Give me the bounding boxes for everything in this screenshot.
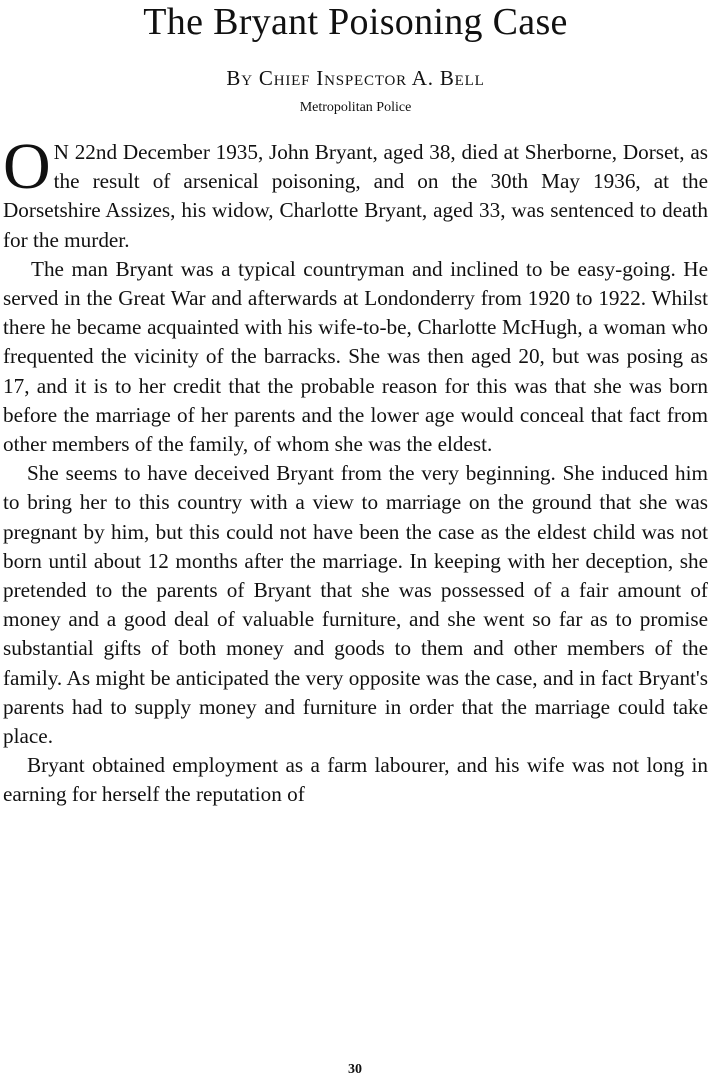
page-number: 30 [348,1062,362,1077]
paragraph-1-text: N 22nd December 1935, John Bryant, aged 38, died at Sherborne, Dorset, as the result of arsenical poisoning, and on the 30th May 1936, at the Dorsetshire Assizes, his widow, Charlotte Bryant, aged 33, was sentenced to death for the murder. [3,140,708,252]
author-affiliation: Metropolitan Police [299,100,412,115]
article-byline: By Chief Inspector A. Bell [226,66,485,90]
drop-cap: O [3,130,51,203]
paragraph-4: Bryant obtained employment as a farm labourer, and his wife was not long in earning for herself the reputation of [3,753,708,807]
paragraph-2: The man Bryant was a typical countryman and inclined to be easy-going. He served in the Great War and afterwards at Londonderry from 1920 to 1922. Whilst there he became acquainted with his wife-to-be, Charlotte McHugh, a woman who frequented the vicinity of the barracks. She was then aged 20, but was posing as 17, and it is to her credit that the probable reason for this was that she was born before the marriage of her parents and the lower age would conceal that fact from other members of the family, of whom she was the eldest. [3,256,708,457]
paragraph-3: She seems to have deceived Bryant from the very beginning. She induced him to bring her to this country with a view to marriage on the ground that she was pregnant by him, but this could not have been the case as the eldest child was not born until about 12 months after the marriage. In keeping with her deception, she pretended to the parents of Bryant that she was possessed of a fair amount of money and a good deal of valuable furniture, and she went so far as to promise substantial gifts of both money and goods to them and other members of the family. As might be anticipated the very opposite was the case, and in fact Bryant's parents had to supply money and furniture in order that the marriage could take place. [3,461,708,749]
article-body [3,130,708,810]
paragraph-1 [3,130,708,255]
article-title: The Bryant Poisoning Case [143,1,568,43]
